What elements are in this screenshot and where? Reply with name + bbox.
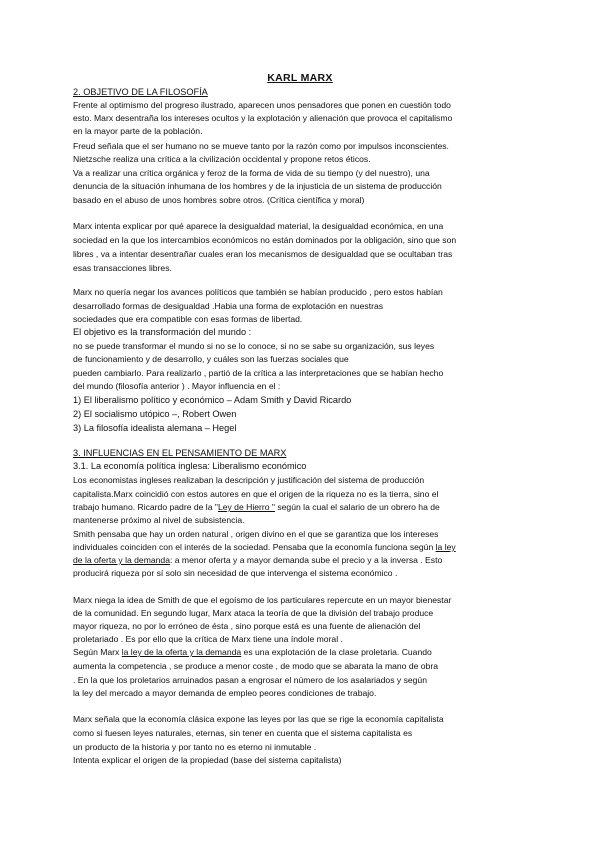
list-item: 1) El liberalismo político y económico – Adam Smith y David Ricardo <box>73 395 352 405</box>
text-line: Frente al optimismo del progreso ilustrado, aparecen unos pensadores que ponen en cuestión todo <box>73 100 451 110</box>
text-line: Marx intenta explicar por qué aparece la desigualdad material, la desigualdad económica, en una <box>73 221 444 231</box>
section-heading-2: 2. OBJETIVO DE LA FILOSOFÍA <box>73 87 208 97</box>
text-segment: : a menor oferta y a mayor demanda sube el precio y a la inversa . Esto <box>169 555 443 565</box>
text-line: de la comunidad. En segundo lugar, Marx ataca la teoría de que la división del trabajo produce <box>73 608 434 618</box>
text-segment: es una explotación de la clase proletaria. Cuando <box>241 647 432 657</box>
text-line: mantenerse próximo al nivel de subsistencia. <box>73 515 245 525</box>
text-line: Va a realizar una crítica orgánica y feroz de la forma de vida de su tiempo (y del nuestro), una <box>73 168 430 178</box>
text-line <box>73 646 533 658</box>
text-line: basado en el abuso de unos hombres sobre otros. (Crítica científica y moral) <box>73 195 365 205</box>
underlined-term: la ley <box>435 542 456 552</box>
text-line: Marx señala que la economía clásica expone las leyes por las que se rige la economía capitalista <box>73 714 444 724</box>
text-line <box>73 541 533 553</box>
underlined-term: la ley de la oferta y la demanda <box>121 647 242 657</box>
text-line: pueden cambiarlo. Para realizarlo , partió de la crítica a las interpretaciones que se habían hecho <box>73 368 444 378</box>
text-line: no se puede transformar el mundo si no se lo conoce, si no se sabe su organización, sus leyes <box>73 341 435 351</box>
list-item: 2) El socialismo utópico –, Robert Owen <box>73 409 237 419</box>
text-line: Intenta explicar el origen de la propiedad (base del sistema capitalista) <box>73 755 342 765</box>
section-heading-3: 3. INFLUENCIAS EN EL PENSAMIENTO DE MARX <box>73 448 287 458</box>
text-line: un producto de la historia y por tanto no es eterno ni inmutable . <box>73 742 317 752</box>
text-line: Freud señala que el ser humano no se mueve tanto por la razón como por impulsos inconscientes. <box>73 141 449 151</box>
text-line: Los economistas ingleses realizaban la descripción y justificación del sistema de producción <box>73 475 425 485</box>
text-line: como si fuesen leyes naturales, eternas, sin tener en cuenta que el sistema capitalista es <box>73 728 413 738</box>
underlined-term: de la oferta y la demanda <box>73 555 170 565</box>
text-line: sociedades que era compatible con esas formas de libertad. <box>73 314 303 324</box>
text-line <box>73 501 533 513</box>
underlined-term: Ley de Hierro " <box>217 502 275 512</box>
text-segment: individuales coinciden con el interés de la sociedad. Pensaba que la economía funciona según <box>73 542 436 552</box>
text-line: libres , va a intentar desentrañar cuales eran los mecanismos de desigualdad que se ocultaban tras <box>73 249 453 259</box>
text-segment: según la cual el salario de un obrero ha de <box>274 502 440 512</box>
text-line <box>73 554 533 566</box>
list-item: 3) La filosofía idealista alemana – Hegel <box>73 423 237 433</box>
text-line: la ley del mercado a mayor demanda de empleo peores condiciones de trabajo. <box>73 688 377 698</box>
text-line: denuncia de la situación inhumana de los hombres y de la injusticia de un sistema de producción <box>73 181 442 191</box>
text-line: El objetivo es la transformación del mundo : <box>73 327 252 337</box>
text-line: Nietzsche realiza una crítica a la civilización occidental y propone retos éticos. <box>73 154 371 164</box>
text-line: de funcionamiento y de desarrollo, y cuáles son las fuerzas sociales que <box>73 354 349 364</box>
text-line: Smith pensaba que hay un orden natural , origen divino en el que se garantiza que los intereses <box>73 529 439 539</box>
subsection-heading: 3.1. La economía política inglesa: Liberalismo económico <box>73 461 307 471</box>
text-line: mayor riqueza, no por lo erróneo de ésta , sino porque está es una fuente de alienación del <box>73 621 421 631</box>
text-segment: Según Marx <box>73 647 122 657</box>
text-line: aumenta la competencia , se produce a menor coste , de modo que se abarata la mano de obra <box>73 661 438 671</box>
text-line: desarrollado formas de desigualdad .Habia una forma de explotación en nuestras <box>73 301 384 311</box>
text-line: producirá riqueza por sí solo sin necesidad de que intervenga el sistema económico . <box>73 568 398 578</box>
text-line: Marx niega la idea de Smith de que el egoísmo de los particulares repercute en un mayor bienestar <box>73 595 452 605</box>
text-line: esto. Marx desentraña los intereses ocultos y la explotación y alienación que provoca el capitalismo <box>73 113 453 123</box>
text-line: proletariado . Es por ello que la crítica de Marx tiene una índole moral . <box>73 634 343 644</box>
text-segment: trabajo humano. Ricardo padre de la " <box>73 502 218 512</box>
text-line: Marx no quería negar los avances políticos que también se habían producido , pero estos habían <box>73 287 443 297</box>
document-title: KARL MARX <box>267 72 333 84</box>
text-line: esas transacciones libres. <box>73 263 172 273</box>
text-line: . En la que los proletarios arruinados pasan a engrosar el número de los asalariados y según <box>73 675 427 685</box>
text-line: en la mayor parte de la población. <box>73 126 203 136</box>
text-line: capitalista.Marx coincidió con estos autores en que el origen de la riqueza no es la tierra, sino el <box>73 489 439 499</box>
text-line: sociedad en la que los intercambios económicos no están dominados por la obligación, sino que son <box>73 235 457 245</box>
text-line: del mundo (filosofía anterior ) . Mayor influencia en el : <box>73 381 281 391</box>
